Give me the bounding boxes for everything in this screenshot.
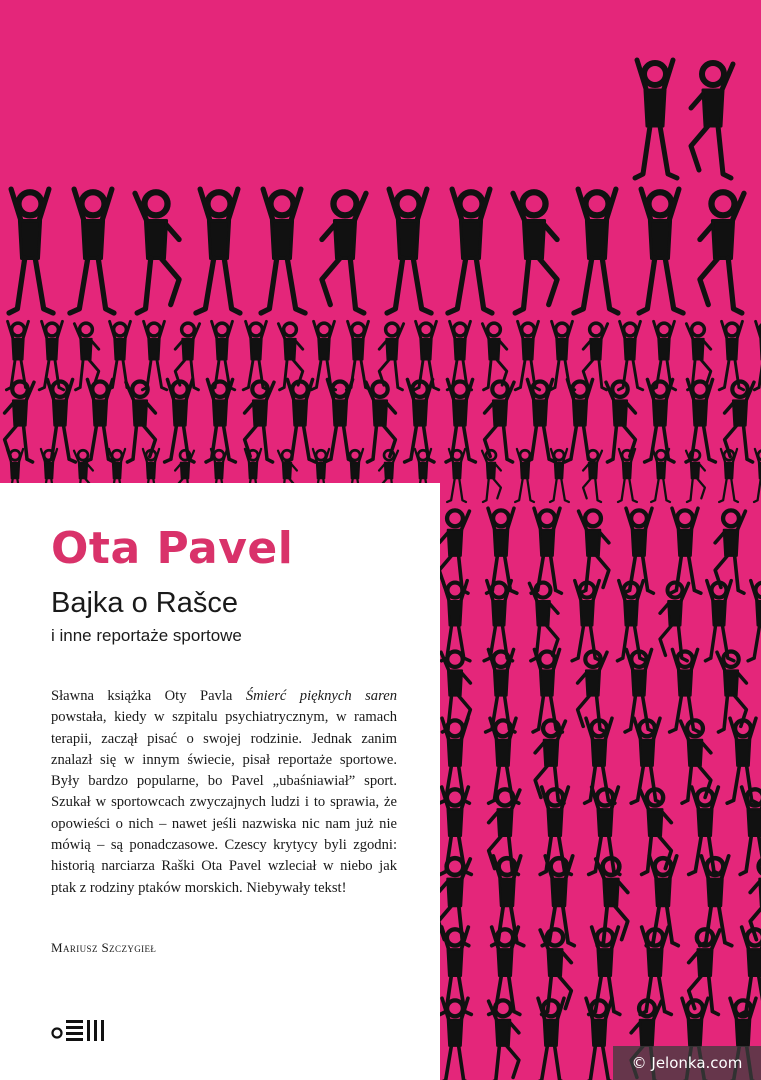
dancer-figure [618, 321, 642, 389]
blurb-signature: Mariusz Szczygieł [51, 940, 157, 955]
publisher-logo-icon [51, 1017, 107, 1043]
dancer-figure [446, 379, 475, 462]
dancer-figure [574, 189, 618, 313]
dancer-figure [387, 189, 431, 313]
dancer-figure [261, 189, 305, 313]
dancer-figure [286, 379, 315, 462]
dancer-figure [9, 189, 53, 313]
dancer-figure [651, 449, 670, 502]
dancer-figure [196, 189, 240, 313]
author-name: Ota Pavel [51, 523, 294, 574]
dancer-figure [635, 60, 677, 178]
blurb-text-start: Sławna książka Oty Pavla [51, 688, 246, 704]
dancer-figure [754, 449, 761, 502]
dancer-figure [583, 323, 607, 390]
dancer-figure [686, 450, 705, 502]
dancer-figure [482, 323, 506, 390]
dancer-figure [617, 581, 646, 661]
dancer-figure [414, 321, 438, 389]
blurb-text-rest: powstała, kiedy w szpitalu psychiatrycznym, w ramach terapii, zaczął pisać o swojej rodzinie. Jednak zanim znalazł się w innym świecie, pisał reportaże sportowe. Były bardzo popularne, bo Pavel „ubaśniawiał” sport. Szukał w sportowcach zwyczajnych ludzi i to sprawia, że opowieści o nich – nawet jeśli nazwiska nic nam już nie mówią – są ponadczasowe. Czescy krytycy byli zgodni: historią narciarza Raški Ota Pavel wzleciał w niebo jak ptak z rodziny ptaków morskich. Niebywały tekst! [51, 709, 397, 896]
dancer-figure [606, 382, 635, 463]
book-subtitle: i inne reportaże sportowe [51, 626, 242, 645]
dancer-figure [671, 508, 701, 593]
dancer-figure [405, 379, 434, 462]
dancer-figure [700, 856, 732, 946]
dancer-figure [686, 379, 715, 462]
dancer-figure [565, 379, 594, 462]
dancer-figure [535, 998, 565, 1080]
dancer-figure [572, 581, 601, 661]
dancer-figure [515, 449, 534, 502]
dancer-figure [748, 581, 761, 661]
dancer-figure [322, 192, 366, 313]
dancer-figure [585, 998, 615, 1080]
dancer-figure [448, 189, 492, 313]
dancer-figure [346, 321, 370, 389]
dancer-figure [623, 508, 653, 593]
dancer-figure [579, 510, 609, 593]
dancer-figure [531, 508, 561, 593]
watermark: © Jelonka.com [613, 1046, 761, 1080]
dancer-figure [245, 382, 274, 463]
dancer-figure [135, 192, 179, 313]
dancer-figure [754, 321, 761, 389]
dancer-figure [618, 449, 637, 502]
blurb-text [51, 686, 397, 899]
dancer-figure [379, 323, 403, 390]
dancer-figure [583, 450, 602, 502]
dancer-figure [70, 189, 114, 313]
dancer-figure [639, 189, 683, 313]
book-title: Bajka o Rašce [51, 587, 238, 619]
dancer-figure [447, 449, 466, 502]
dancer-figure [5, 382, 34, 463]
dancer-figure [311, 321, 335, 389]
dancer-figure [165, 379, 194, 462]
dancer-figure [700, 192, 744, 313]
dancer-figure [482, 450, 501, 502]
dancer-figure [550, 449, 569, 502]
dancer-figure [660, 583, 689, 661]
dancer-figure [513, 192, 557, 313]
dancer-figure [439, 998, 469, 1080]
dancer-figure [243, 321, 267, 389]
blurb-book-title: Śmierć pięknych saren [245, 688, 397, 704]
dancer-figure [691, 63, 733, 178]
dancer-figure [142, 321, 166, 389]
dancer-figure [705, 581, 734, 661]
